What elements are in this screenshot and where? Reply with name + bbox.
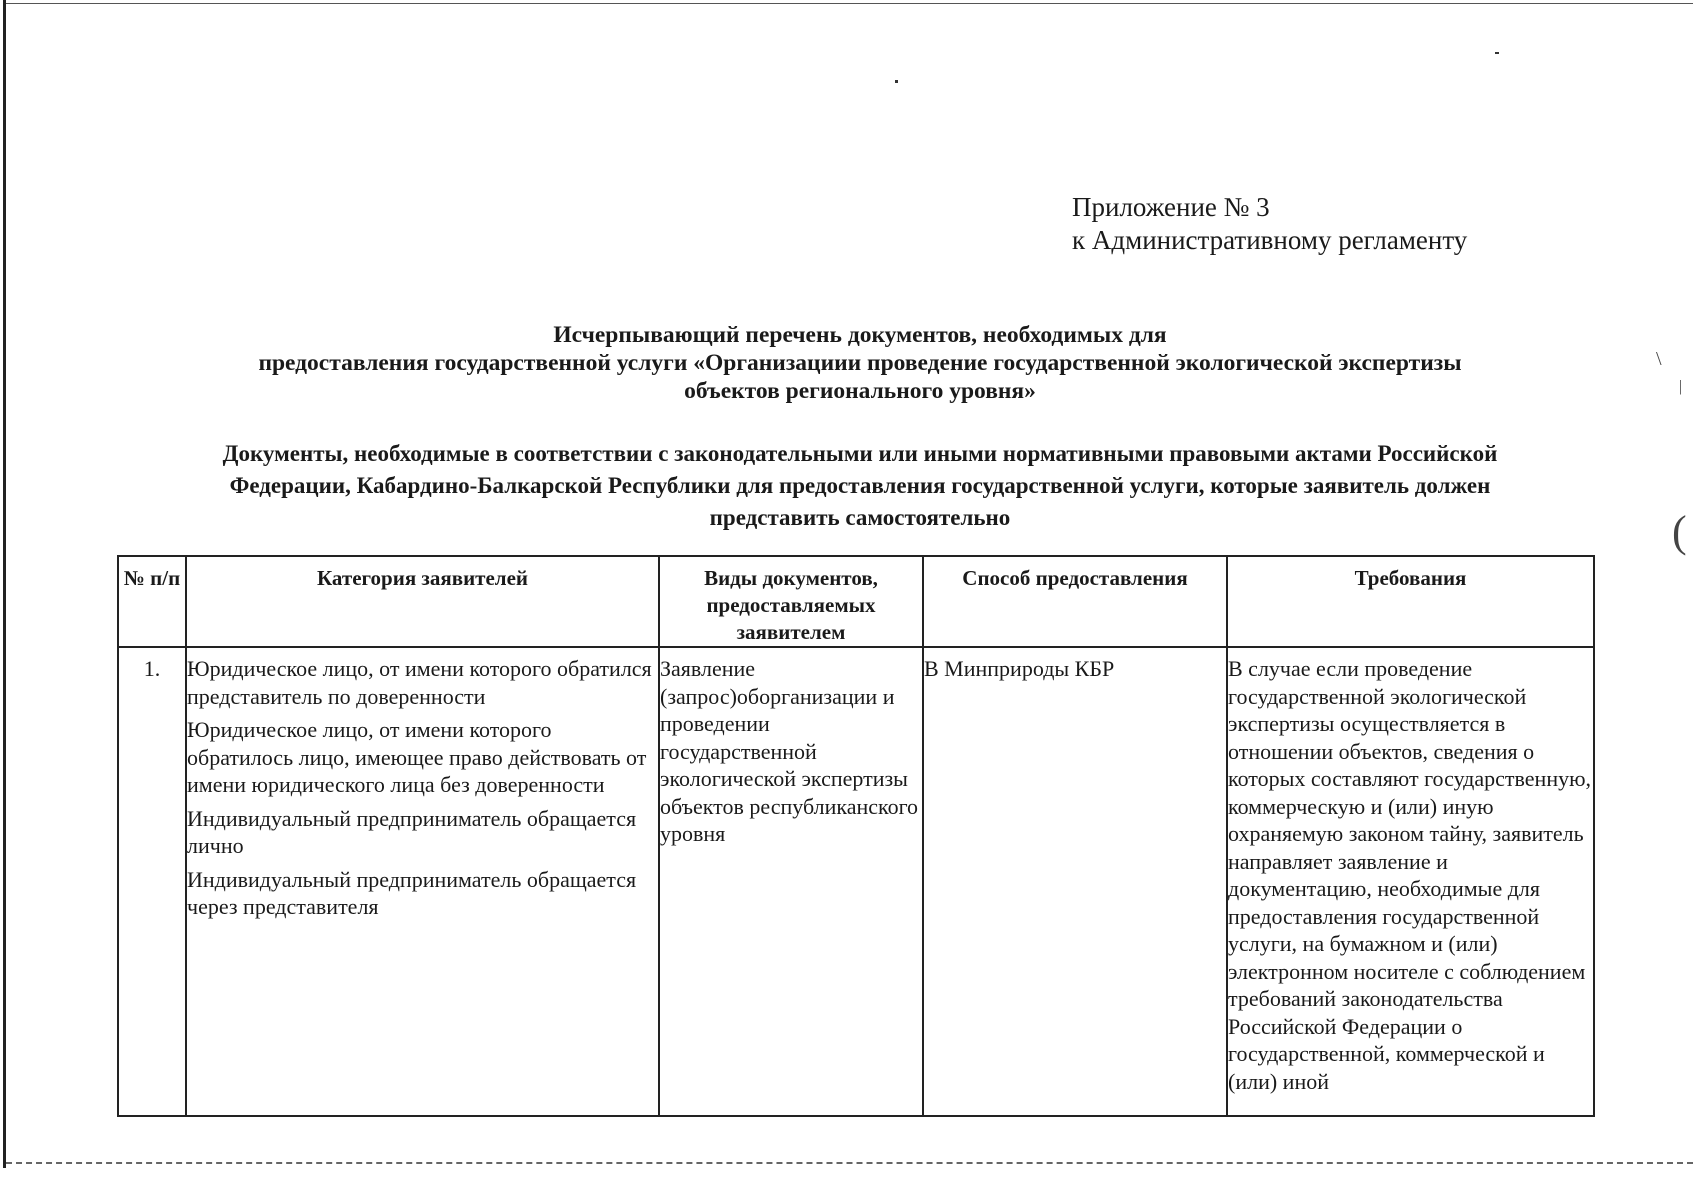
header-requirements: Требования bbox=[1227, 556, 1594, 647]
requirements-text: В случае если проведение государственной экологической экспертизы осуществляется в отношении объектов, сведения о которых составляют государственную, коммерческую и (или) иную охраняемую законом тайну, заявитель направляет заявление и документацию, необходимые для предоставления государственной услуги, на бумажном и (или) электронном носителе с соблюдением требований законодательства Российской Федерации о государственной, коммерческой и (или) иной bbox=[1227, 647, 1594, 1116]
section-heading bbox=[120, 438, 1600, 534]
scan-margin-mark: \ bbox=[1656, 348, 1662, 370]
document-title-line: предоставления государственной услуги «Организациии проведение государственной экологической экспертизы bbox=[258, 350, 1462, 376]
header-number: № п/п bbox=[118, 556, 186, 647]
row-number: 1. bbox=[118, 647, 186, 1116]
document-type: Заявление (запрос)оборганизации и проведении государственной экологической экспертизы объектов республиканского уровня bbox=[659, 647, 923, 1116]
appendix-note bbox=[1072, 191, 1467, 257]
scan-left-edge bbox=[3, 0, 6, 1168]
document-title-line: объектов регионального уровня» bbox=[684, 378, 1036, 404]
applicant-category-item: Юридическое лицо, от имени которого обратилось лицо, имеющее право действовать от имени юридического лица без доверенности bbox=[187, 717, 647, 797]
appendix-reference: к Административному регламенту bbox=[1072, 225, 1468, 255]
table-row bbox=[118, 647, 1594, 1116]
document-title-line: Исчерпывающий перечень документов, необходимых для bbox=[553, 322, 1167, 348]
applicant-category-item: Индивидуальный предприниматель обращается через представителя bbox=[187, 866, 637, 919]
table-header-row bbox=[118, 556, 1594, 647]
scan-bottom-edge bbox=[6, 1162, 1693, 1164]
appendix-number: Приложение № 3 bbox=[1072, 192, 1270, 222]
header-method: Способ предоставления bbox=[923, 556, 1227, 647]
header-category: Категория заявителей bbox=[186, 556, 659, 647]
applicant-category-item: Индивидуальный предприниматель обращается лично bbox=[187, 805, 637, 858]
scan-top-edge bbox=[6, 3, 1693, 4]
header-documents: Виды документов, предоставляемых заявителем bbox=[659, 556, 923, 647]
submission-method: В Минприроды КБР bbox=[923, 647, 1227, 1116]
section-heading-line: представить самостоятельно bbox=[709, 505, 1011, 530]
scan-speck bbox=[895, 80, 898, 83]
scan-margin-mark: | bbox=[1679, 378, 1683, 395]
applicant-categories bbox=[186, 647, 659, 1116]
documents-table bbox=[117, 555, 1595, 1117]
applicant-category-item: Юридическое лицо, от имени которого обратился представитель по доверенности bbox=[187, 656, 652, 709]
document-title bbox=[120, 321, 1600, 405]
scan-speck bbox=[1495, 52, 1499, 54]
section-heading-line: Документы, необходимые в соответствии с законодательными или иными нормативными правовыми актами Российской bbox=[222, 441, 1498, 466]
section-heading-line: Федерации, Кабардино-Балкарской Республики для предоставления государственной услуги, которые заявитель должен bbox=[229, 473, 1491, 498]
scan-margin-mark: ( bbox=[1672, 507, 1687, 556]
